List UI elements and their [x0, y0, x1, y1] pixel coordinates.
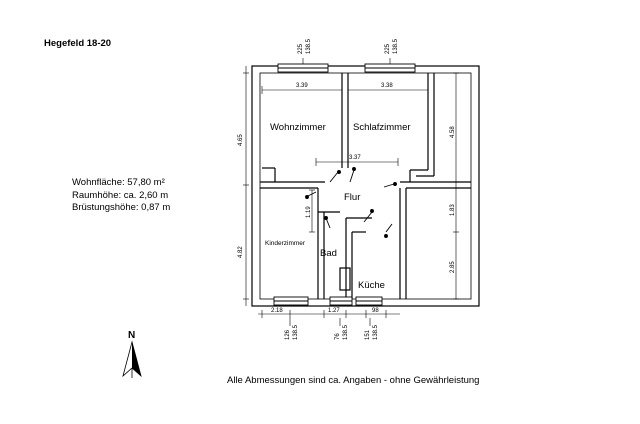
- north-arrow-icon: [123, 330, 141, 378]
- dim-top-left-upper: 225: [298, 43, 304, 54]
- dim-top-right-upper: 225: [385, 43, 391, 54]
- dim-flur-width: 3.37: [349, 155, 361, 161]
- dim-right-bottom-height: 2.85: [450, 261, 456, 273]
- dim-bw1-lower: 138.5: [293, 324, 299, 340]
- dim-top-left-lower: 138.5: [306, 38, 312, 54]
- dim-bottom-left-width: 2.18: [271, 308, 283, 314]
- dim-wohnzimmer-width: 3.39: [296, 83, 308, 89]
- dim-bw2-lower: 138.5: [343, 324, 349, 340]
- room-schlafzimmer: Schlafzimmer: [353, 122, 411, 133]
- dim-bw3-upper: 151: [365, 329, 371, 340]
- dim-bottom-mid-width: 1.27: [328, 308, 340, 314]
- door-schlafzimmer: [350, 170, 354, 182]
- dim-top-right-lower: 138.5: [393, 38, 399, 54]
- room-bad: Bad: [320, 248, 337, 259]
- door-right: [384, 184, 394, 187]
- dim-bw3-lower: 138.5: [373, 324, 379, 340]
- disclaimer-text: Alle Abmessungen sind ca. Angaben - ohne Gewährleistung: [227, 375, 480, 386]
- walls: [252, 66, 479, 306]
- room-kinderzimmer: Kinderzimmer: [265, 240, 306, 247]
- dimension-texts: [238, 38, 456, 340]
- living-area-text: Wohnfläche: 57,80 m²: [72, 177, 165, 188]
- north-label: N: [128, 330, 136, 341]
- dim-bw2-upper: 76: [335, 333, 341, 340]
- plan-title: Hegefeld 18-20: [44, 38, 112, 49]
- dim-bottom-right-width: 98: [372, 308, 379, 314]
- door-wohnzimmer: [330, 172, 338, 182]
- dim-left-bottom-height: 4.82: [238, 246, 244, 258]
- outer-wall-inner: [260, 73, 471, 299]
- dim-right-top-height: 4.58: [450, 126, 456, 138]
- dim-bw1-upper: 126: [285, 329, 291, 340]
- dim-schlafzimmer-width: 3.38: [381, 83, 393, 89]
- room-height-text: Raumhöhe: ca. 2,60 m: [72, 189, 169, 201]
- dim-flur-small: 1.19: [306, 206, 312, 218]
- dim-right-mid-height: 1.83: [450, 204, 456, 216]
- room-wohnzimmer: Wohnzimmer: [270, 122, 326, 133]
- room-flur: Flur: [344, 192, 361, 203]
- dim-left-top-height: 4.65: [238, 134, 244, 146]
- room-kueche: Küche: [358, 280, 385, 291]
- outer-wall-outer: [252, 66, 479, 306]
- door-kueche: [386, 224, 392, 232]
- parapet-height-text: Brüstungshöhe: 0,87 m: [72, 202, 171, 213]
- room-labels: [265, 122, 411, 291]
